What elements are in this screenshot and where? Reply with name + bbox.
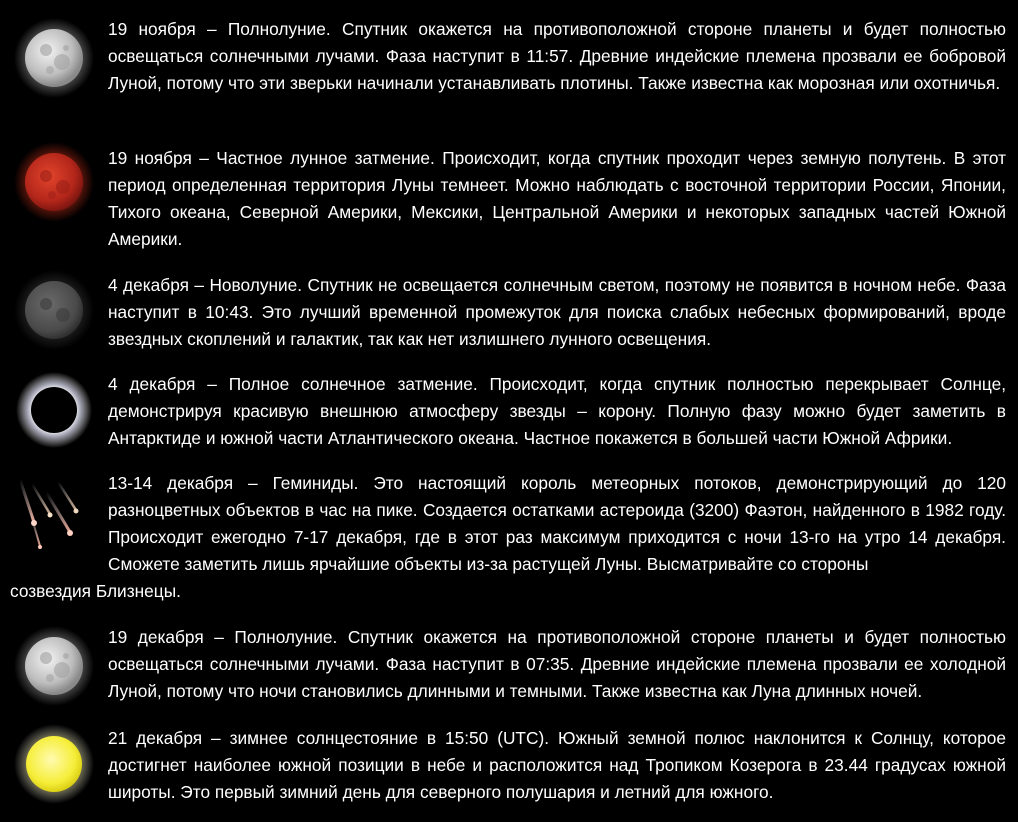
event-text: 19 декабря – Полнолуние. Спутник окажется на противоположной стороне планеты и будет полностью освещаться солнечными лучами. Фаза наступит в 07:35. Древние индейские племена прозвали ее холодной Луной, потому что ночи становились длинными и темными. Также известна как Луна длинных ночей. (108, 627, 1006, 701)
new-moon-icon (12, 268, 96, 352)
event-text: 21 декабря – зимнее солнцестояние в 15:50 (UTC). Южный земной полюс наклонится к Солнцу, которое достигнет наиболее южной позиции в небе и расположится над Тропиком Козерога в 23.44 градусах южной широты. Это первый зимний день для северного полушария и летний для южного. (108, 728, 1006, 802)
event-text: 19 ноября – Полнолуние. Спутник окажется на противоположной стороне планеты и будет полностью освещаться солнечными лучами. Фаза наступит в 11:57. Древние индейские племена прозвали ее бобровой Луной, потому что эти зверьки начинали устанавливать плотины. Также известна как морозная или охотничья. (108, 19, 1006, 93)
solar-eclipse-icon (12, 368, 96, 452)
event-text-tail: созвездия Близнецы. (10, 581, 181, 601)
meteor-shower-icon (12, 474, 96, 558)
full-moon-icon (12, 624, 96, 708)
full-moon-icon (12, 16, 96, 100)
event-text: 4 декабря – Новолуние. Спутник не освещается солнечным светом, поэтому не появится в ночном небе. Фаза наступит в 10:43. Это лучший временной промежуток для поиска слабых небесных формирований, вроде звездных скоплений и галактик, так как нет излишнего лунного освещения. (108, 275, 1006, 349)
sun-icon (12, 722, 96, 806)
red-moon-icon (12, 140, 96, 224)
event-text: 19 ноября – Частное лунное затмение. Происходит, когда спутник проходит через земную полутень. В этот период определенная территория Луны темнеет. Можно наблюдать с восточной территории России, Японии, Тихого океана, Северной Америки, Мексики, Центральной Америки и некоторых западных частей Южной Америки. (108, 148, 1006, 249)
event-text: 13-14 декабря – Геминиды. Это настоящий король метеорных потоков, демонстрирующий до 120 разноцветных объектов в час на пике. Создается остатками астероида (3200) Фаэтон, найденного в 1982 году. Происходит ежегодно 7-17 декабря, где в этот раз максимум приходится с ночи 13-го на утро 14 декабря. Сможете заметить лишь ярчайшие объекты из-за растущей Луны. Высматривайте со стороны (108, 473, 1006, 574)
event-text: 4 декабря – Полное солнечное затмение. Происходит, когда спутник полностью перекрывает Солнце, демонстрируя красивую внешнюю атмосферу звезды – корону. Полную фазу можно будет заметить в Антарктиде и южной части Атлантического океана. Частное покажется в большей части Южной Африки. (108, 374, 1006, 448)
